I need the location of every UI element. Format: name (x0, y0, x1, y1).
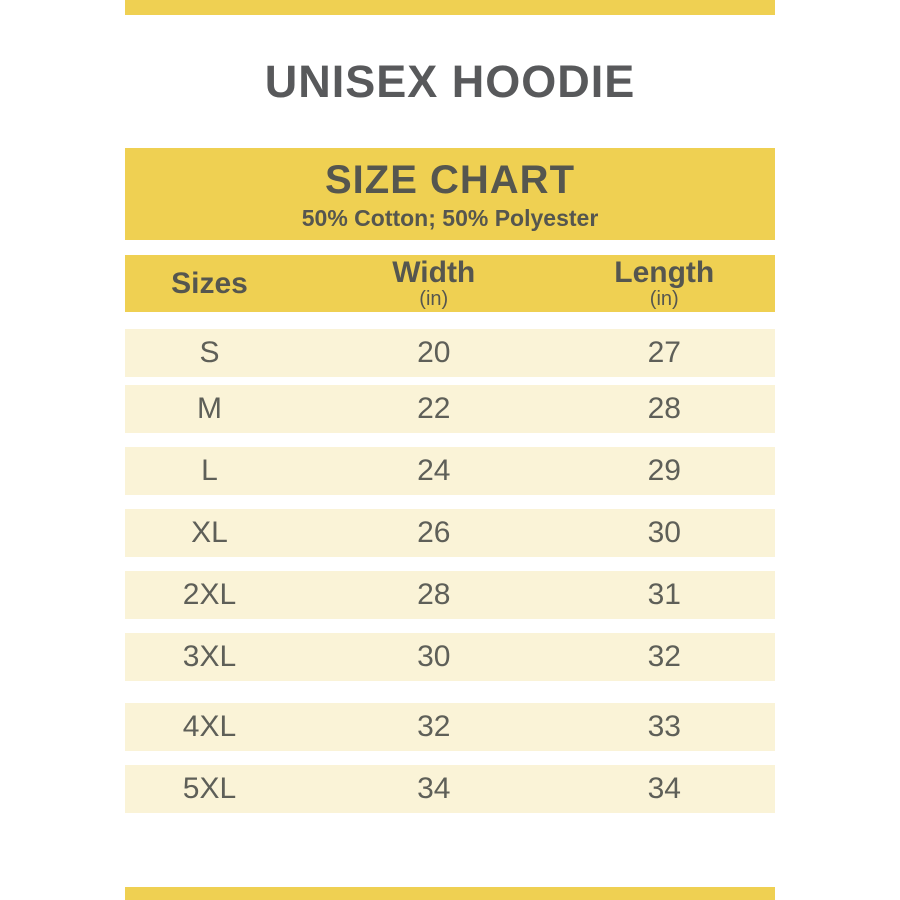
product-title: UNISEX HOODIE (264, 55, 636, 107)
table-row (125, 765, 775, 813)
width-cell: 26 (417, 516, 451, 549)
top-accent-bar (125, 0, 775, 15)
table-row (125, 703, 775, 751)
table-row (125, 447, 775, 495)
table-row (125, 633, 775, 681)
size-cell: M (197, 392, 222, 425)
table-header-row (125, 255, 775, 312)
title-section (125, 15, 775, 148)
header-cell-sizes (125, 255, 294, 312)
length-cell: 28 (647, 392, 681, 425)
width-cell: 32 (417, 710, 451, 743)
size-cell: L (201, 454, 218, 487)
column-unit-length: (in) (649, 288, 679, 311)
table-row (125, 571, 775, 619)
size-chart-banner (125, 148, 775, 240)
width-cell: 28 (417, 578, 451, 611)
banner-gap (125, 240, 775, 255)
length-cell: 32 (647, 640, 681, 673)
width-cell: 24 (417, 454, 451, 487)
header-cell-length (574, 255, 776, 312)
header-cell-width (294, 255, 574, 312)
bottom-accent-bar (125, 887, 775, 900)
column-label-length: Length (614, 255, 715, 289)
size-chart-page (125, 0, 775, 900)
length-cell: 31 (647, 578, 681, 611)
table-body (125, 329, 775, 813)
size-cell: XL (191, 516, 228, 549)
length-cell: 27 (647, 336, 681, 369)
size-cell: 2XL (182, 578, 237, 611)
width-cell: 30 (417, 640, 451, 673)
length-cell: 30 (647, 516, 681, 549)
table-row (125, 509, 775, 557)
length-cell: 29 (647, 454, 681, 487)
length-cell: 34 (647, 772, 681, 805)
column-label-width: Width (392, 255, 476, 289)
size-chart-heading: SIZE CHART (325, 158, 575, 202)
material-composition: 50% Cotton; 50% Polyester (301, 205, 599, 231)
table-row (125, 385, 775, 433)
size-cell: 5XL (182, 772, 237, 805)
column-unit-width: (in) (419, 288, 449, 311)
width-cell: 22 (417, 392, 451, 425)
table-row (125, 329, 775, 377)
size-cell: S (199, 336, 220, 369)
length-cell: 33 (647, 710, 681, 743)
size-cell: 4XL (182, 710, 237, 743)
width-cell: 20 (417, 336, 451, 369)
size-cell: 3XL (182, 640, 237, 673)
column-label-sizes: Sizes (171, 266, 248, 300)
width-cell: 34 (417, 772, 451, 805)
